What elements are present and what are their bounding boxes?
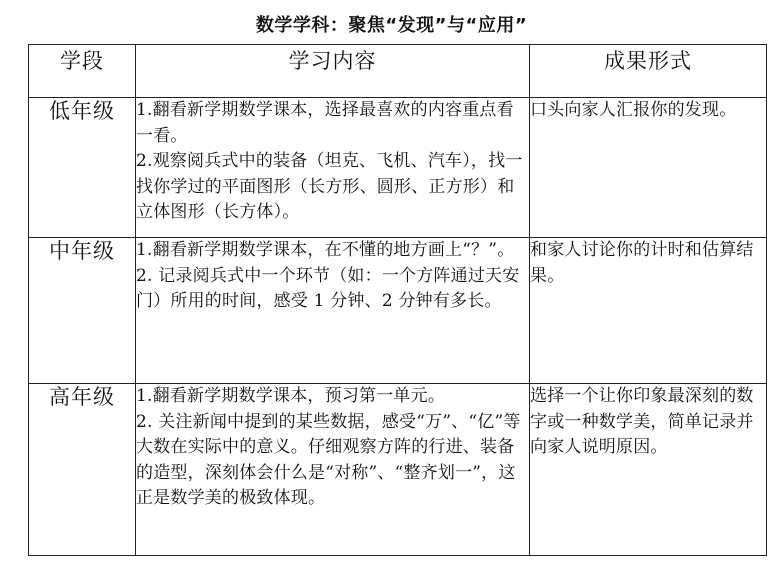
table-row: [29, 238, 767, 384]
stage-cell: 高年级: [29, 384, 136, 556]
content-item: 2. 记录阅兵式中一个环节（如：一个方阵通过天安门）所用的时间，感受 1 分钟、2 分钟有多长。: [136, 265, 520, 311]
content-item: 1.翻看新学期数学课本，在不懂的地方画上“？”。: [136, 240, 515, 260]
stage-cell: 中年级: [29, 238, 136, 384]
content-item: 2. 关注新闻中提到的某些数据，感受“万”、“亿”等大数在实际中的意义。仔细观察方阵的行进、装备的造型，深刻体会什么是“对称”、“整齐划一”，这正是数学美的极致体现。: [136, 411, 521, 508]
study-plan-table: [28, 44, 767, 556]
content-cell: [136, 384, 530, 556]
document-title: 数学学科：聚焦“发现”与“应用”: [255, 15, 528, 36]
header-stage: 学段: [29, 45, 136, 98]
result-cell: 选择一个让你印象最深刻的数字或一种数学美，简单记录并向家人说明原因。: [530, 384, 767, 556]
content-cell: [136, 238, 530, 384]
table-row: [29, 384, 767, 556]
stage-cell: 低年级: [29, 98, 136, 238]
table-row: [29, 98, 767, 238]
result-cell: 和家人讨论你的计时和估算结果。: [530, 238, 767, 384]
content-item: 1.翻看新学期数学课本，预习第一单元。: [136, 386, 446, 406]
header-content: 学习内容: [136, 45, 530, 98]
content-item: 1.翻看新学期数学课本，选择最喜欢的内容重点看一看。: [136, 100, 514, 146]
content-cell: [136, 98, 530, 238]
result-cell: 口头向家人汇报你的发现。: [530, 98, 767, 238]
header-row: [29, 45, 767, 98]
content-item: 2.观察阅兵式中的装备（坦克、飞机、汽车），找一找你学过的平面图形（长方形、圆形、正方形）和立体图形（长方体）。: [136, 151, 523, 222]
header-result: 成果形式: [530, 45, 767, 98]
